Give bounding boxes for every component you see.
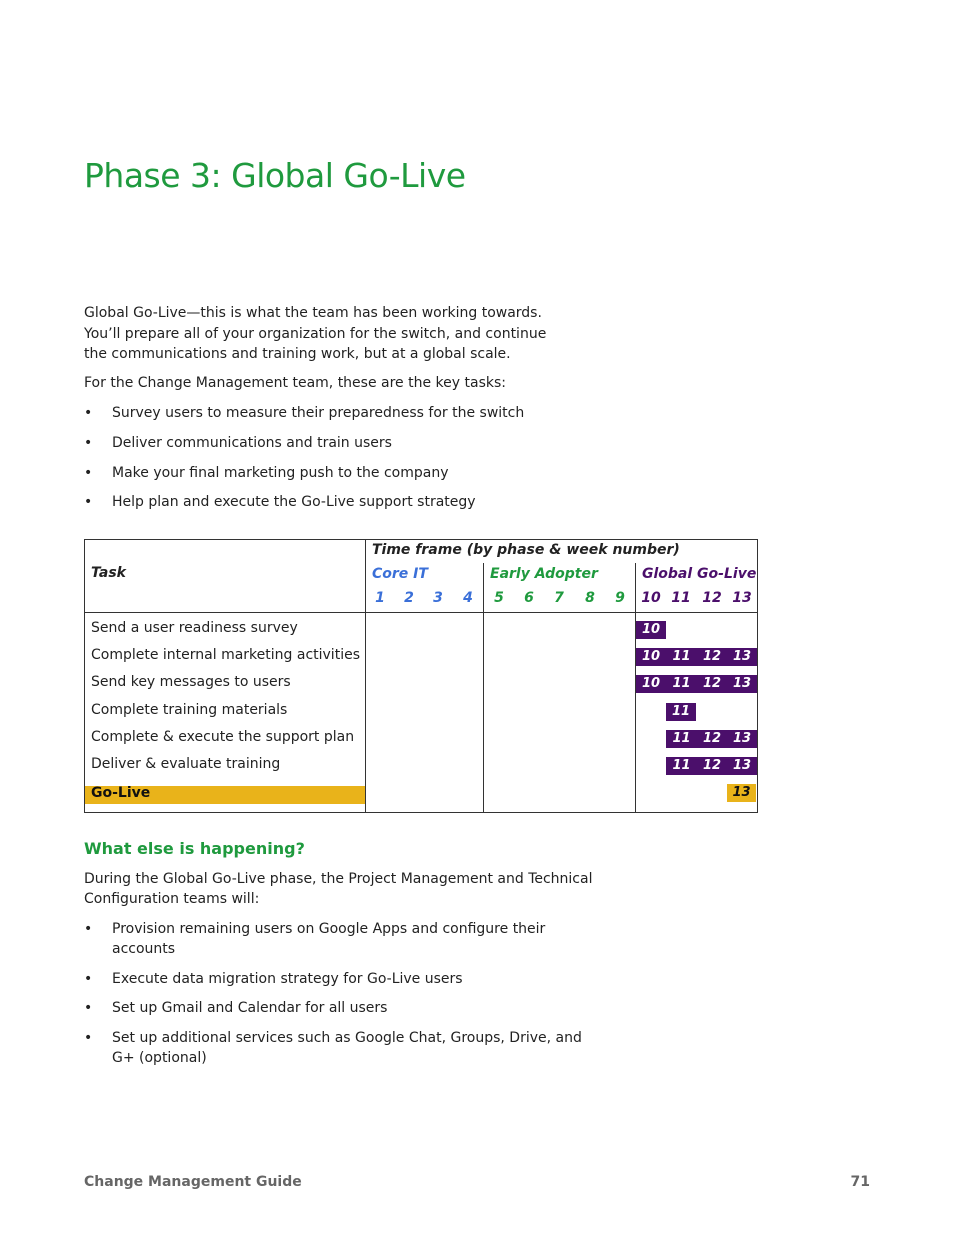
week-block: 10 — [636, 621, 666, 639]
list-item: • Provision remaining users on Google Apps and configure their accounts — [84, 921, 546, 957]
list-item: • Set up additional services such as Google Chat, Groups, Drive, and G+ (optional) — [84, 1029, 582, 1066]
table-row-task: Complete training materials — [91, 702, 288, 718]
week-block: 11 — [666, 648, 697, 666]
bullet-icon: • — [84, 464, 93, 481]
footer-guide-title: Change Management Guide — [84, 1174, 302, 1190]
week-block: 12 — [697, 730, 727, 748]
other-teams-list — [84, 919, 604, 1077]
tasks-lead-paragraph: For the Change Management team, these are the key tasks: — [84, 375, 506, 391]
week-number: 10 — [641, 590, 661, 606]
bullet-icon: • — [84, 921, 93, 937]
bullet-icon: • — [84, 494, 93, 511]
bullet-icon: • — [84, 434, 93, 451]
list-item: • Survey users to measure their preparedness for the switch — [84, 405, 525, 421]
week-block: 11 — [666, 757, 697, 775]
list-item: • Execute data migration strategy for Go-Live users — [84, 970, 463, 987]
table-row-task: Send key messages to users — [91, 674, 291, 690]
week-block: 11 — [666, 703, 696, 721]
table-row-task: Go-Live — [91, 785, 151, 801]
task-column-header: Task — [91, 565, 126, 581]
timeline-table — [84, 539, 758, 813]
week-block: 13 — [727, 757, 757, 775]
key-tasks-list — [84, 403, 524, 522]
week-block: 11 — [666, 675, 697, 693]
column-divider — [365, 540, 366, 812]
list-item: • Make your final marketing push to the company — [84, 464, 449, 481]
week-number: 3 — [433, 590, 443, 606]
bullet-icon: • — [84, 1029, 93, 1046]
week-number: 8 — [585, 590, 595, 606]
week-block: 10 — [636, 648, 666, 666]
week-number: 7 — [554, 590, 564, 606]
table-row-task: Complete & execute the support plan — [91, 729, 355, 745]
table-row-task: Send a user readiness survey — [91, 620, 298, 636]
week-number: 12 — [702, 590, 722, 606]
page-number: 71 — [850, 1174, 870, 1190]
week-number: 4 — [463, 590, 473, 606]
phase-global-go-live: Global Go-Live — [642, 566, 757, 582]
week-block: 13 — [727, 648, 757, 666]
list-item: • Set up Gmail and Calendar for all users — [84, 1000, 388, 1016]
timeframe-header: Time frame (by phase & week number) — [372, 542, 680, 558]
week-number: 5 — [494, 590, 504, 606]
week-block: 13 — [727, 730, 757, 748]
phase-early-adopter: Early Adopter — [490, 566, 598, 582]
section-heading: What else is happening? — [84, 839, 305, 858]
week-block: 11 — [666, 730, 697, 748]
week-block: 13 — [727, 675, 757, 693]
bullet-icon: • — [84, 970, 93, 987]
week-number: 2 — [404, 590, 414, 606]
header-divider — [85, 612, 757, 613]
week-block-go-live: 13 — [727, 784, 756, 802]
week-block: 10 — [636, 675, 666, 693]
list-item: • Deliver communications and train users — [84, 434, 392, 451]
week-number: 6 — [524, 590, 534, 606]
week-block: 12 — [697, 675, 727, 693]
week-number: 13 — [732, 590, 752, 606]
week-number: 11 — [671, 590, 691, 606]
week-number: 1 — [375, 590, 385, 606]
table-row-task: Complete internal marketing activities — [91, 647, 360, 663]
other-teams-paragraph: During the Global Go-Live phase, the Project Management and Technical Configuration teams will: — [84, 871, 593, 907]
week-number: 9 — [615, 590, 625, 606]
intro-paragraph: Global Go-Live—this is what the team has been working towards. You’ll prepare all of your organization for the switch, and continue the communications and training work, but at a global scale. — [84, 305, 547, 362]
phase-core-it: Core IT — [372, 566, 428, 582]
list-item: • Help plan and execute the Go-Live support strategy — [84, 494, 476, 511]
page-title: Phase 3: Global Go-Live — [84, 156, 466, 195]
week-block: 12 — [697, 648, 727, 666]
bullet-icon: • — [84, 1000, 93, 1016]
week-block: 12 — [697, 757, 727, 775]
bullet-icon: • — [84, 405, 93, 421]
table-row-task: Deliver & evaluate training — [91, 756, 281, 772]
